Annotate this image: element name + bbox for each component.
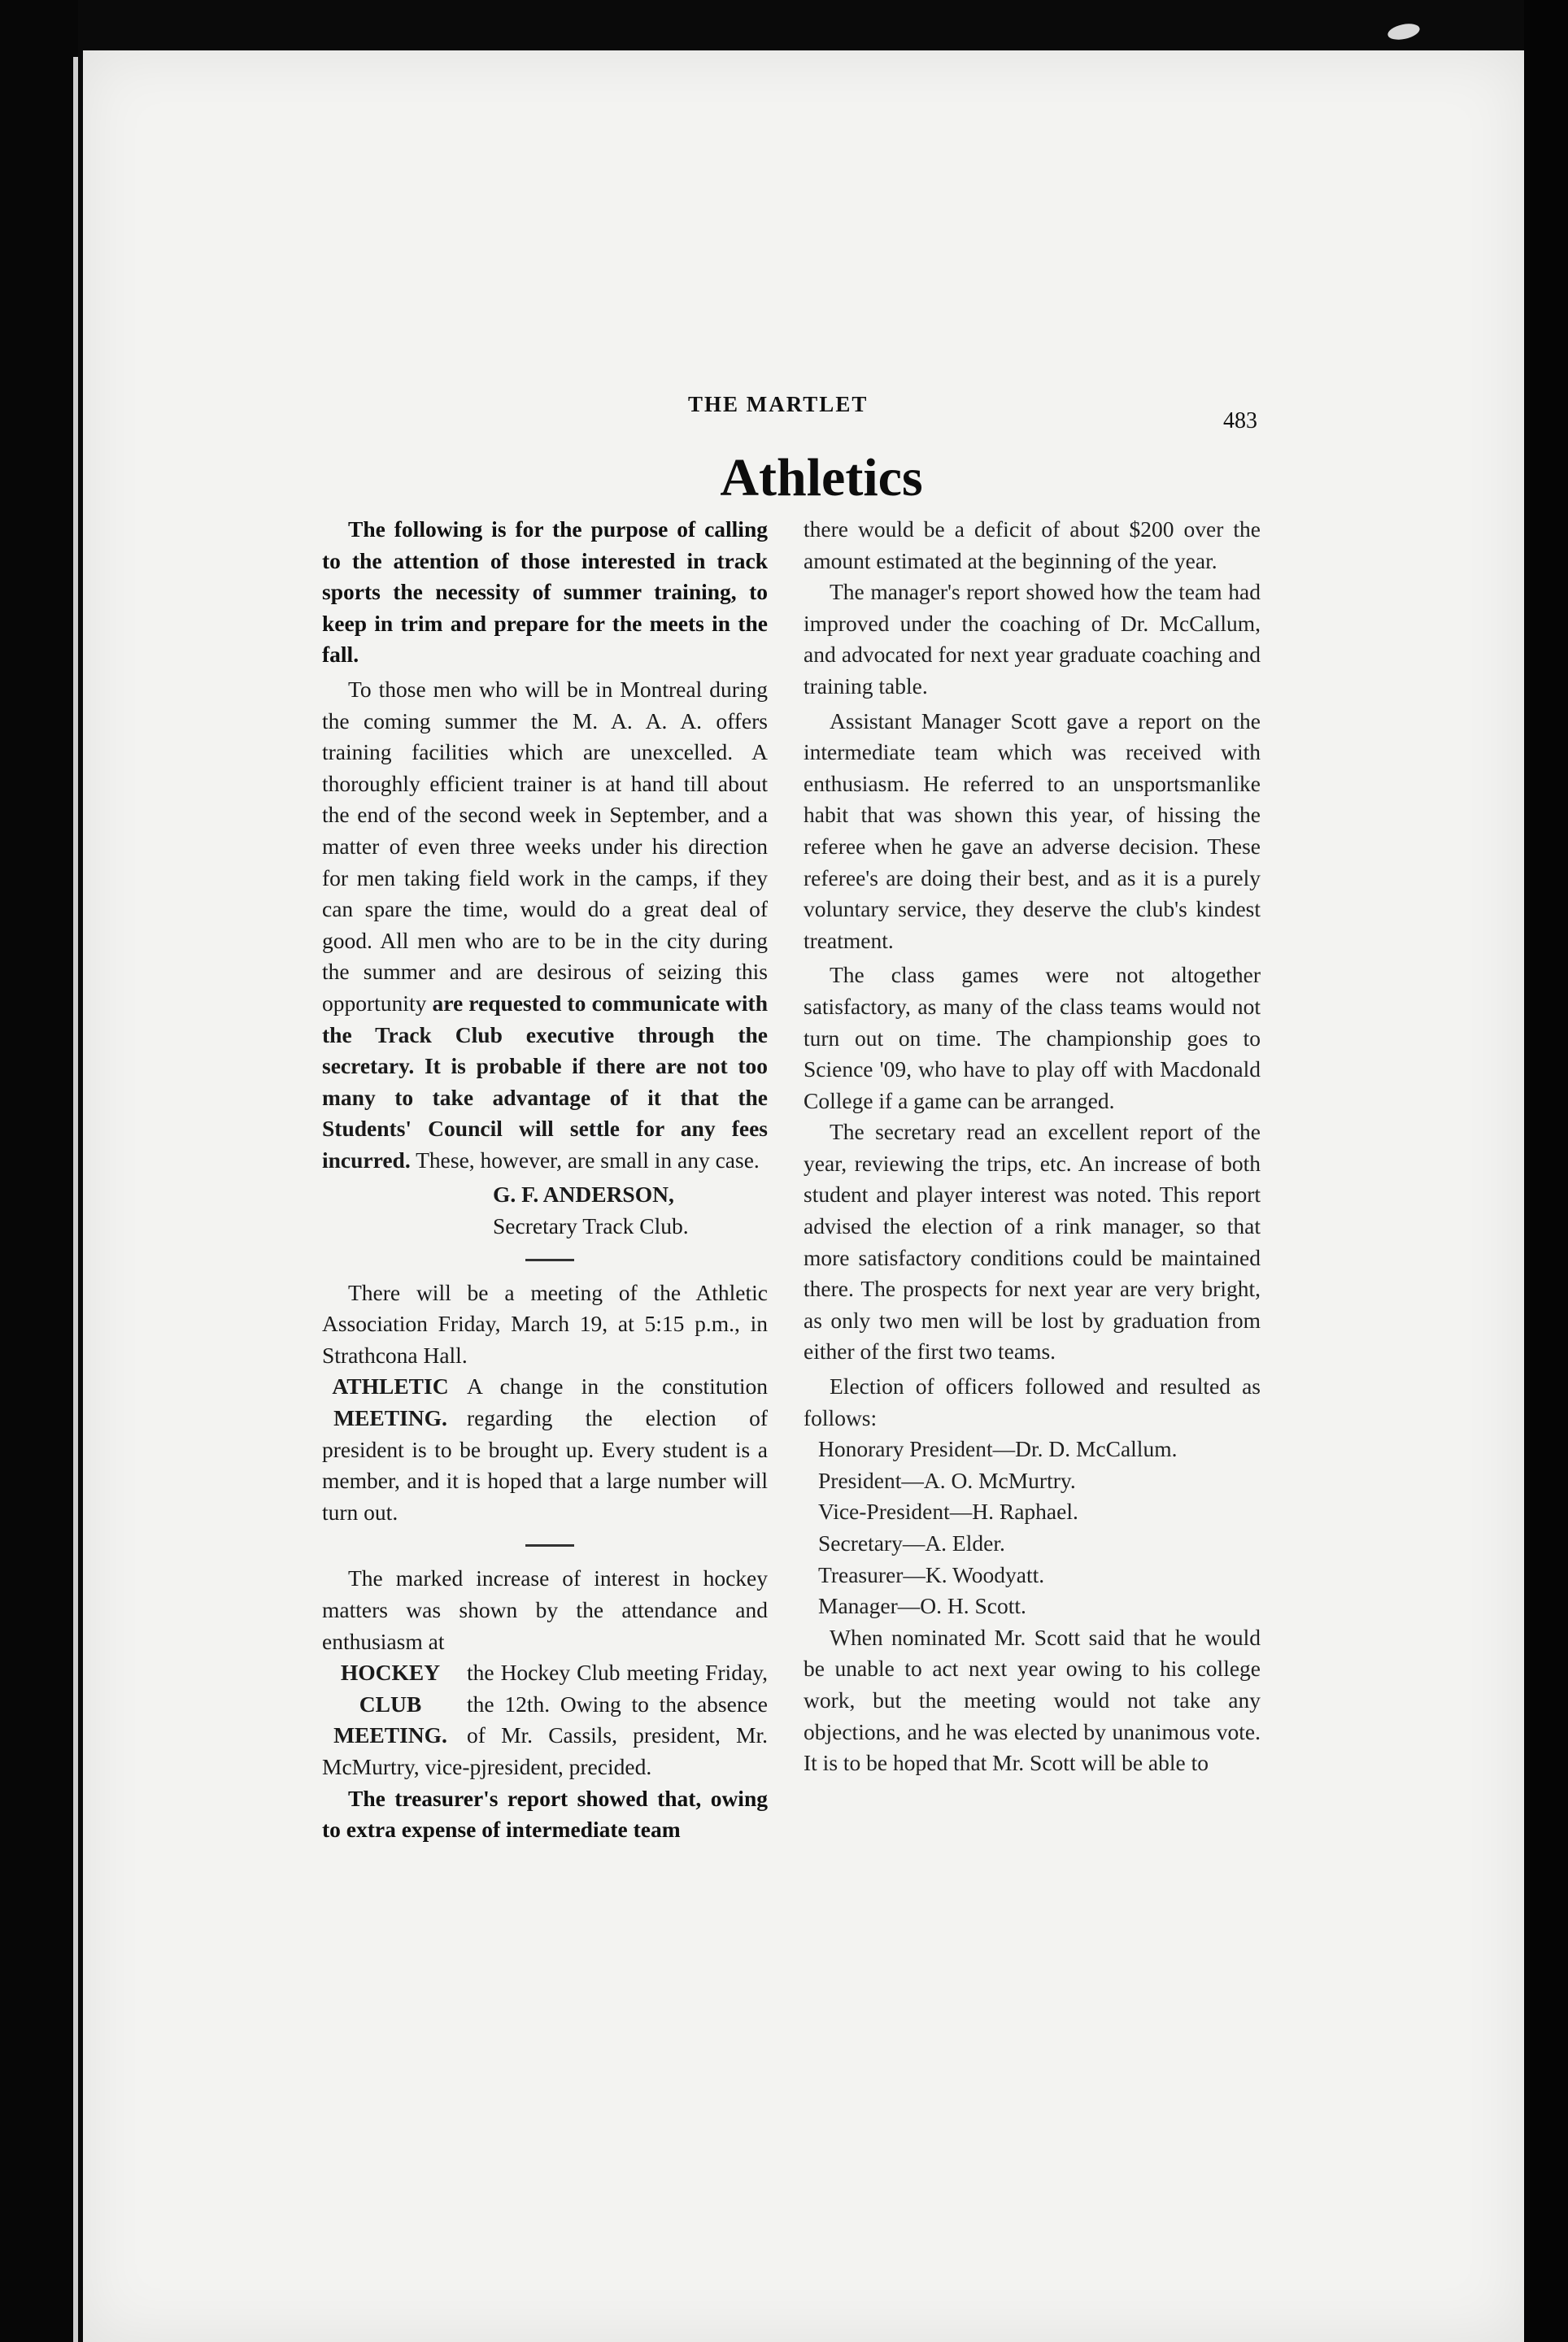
deficit-continuation: there would be a deficit of about $200 over the amount estimated at the beginning of the year. [804, 516, 1261, 573]
assistant-manager-paragraph: Assistant Manager Scott gave a report on the intermediate team which was received with enthusiasm. He referred to an unsportsmanlike habit that was shown this year, of hissing the referee when he gave an adverse decision. These referee's are doing their best, and as it is a purely voluntary service, they deserve the club's kindest treatment. [804, 707, 1261, 953]
officer-entry: Vice-President—H. Raphael. [818, 1499, 1078, 1525]
class-games-paragraph: The class games were not altogether satisfactory, as many of the class teams would not turn out on time. The championship goes to Science '09, who have to play off with Macdonald College if a game can be arranged. [804, 962, 1261, 1113]
signature-name: G. F. ANDERSON, [493, 1182, 674, 1208]
closing-paragraph: When nominated Mr. Scott said that he would be unable to act next year owing to his college work, but the meeting would not take any objections, and he was elected by unanimous vote. It is to be hoped that Mr. Scott will be able to [804, 1624, 1261, 1776]
signature-title: Secretary Track Club. [493, 1213, 689, 1239]
scan-mark [1387, 21, 1422, 42]
scan-left-margin [0, 0, 78, 2342]
divider-rule [525, 1259, 574, 1261]
left-column [322, 514, 768, 1846]
montreal-text-1: To those men who will be in Montreal during the coming summer the M. A. A. A. offers training facilities which are unexcelled. A thoroughly efficient trainer is at hand till about the end of the second week in September, and a matter of even three weeks under his direction for men taking field work in the camps, if they can spare the time, would do a great deal of good. All men who are to be in the city during the summer and are desirous of seizing this opportunity [322, 676, 768, 1016]
officer-entry: Secretary—A. Elder. [818, 1530, 1005, 1556]
montreal-text-2: These, however, are small in any case. [410, 1147, 760, 1173]
montreal-bold-text: are requested to communicate with the Track Club executive through the secretary. It is probable if there are not too many to take advantage of it that the Students' Council will settle for any fees incurred. [322, 990, 768, 1173]
officer-entry: Honorary President—Dr. D. McCallum. [818, 1436, 1178, 1462]
secretary-report-paragraph: The secretary read an excellent report of the year, reviewing the trips, etc. An increase of both student and player interest was noted. This report advised the election of a rink manager, so that more satisfactory conditions could be maintained there. The prospects for next year are very bright, as only two men will be lost by graduation from either of the first two teams. [804, 1119, 1261, 1365]
officer-entry: President—A. O. McMurtry. [818, 1467, 1076, 1493]
running-head: THE MARTLET [688, 392, 869, 416]
hockey-meeting-lead: The marked increase of interest in hockey matters was shown by the attendance and enthusiasm at [322, 1565, 768, 1654]
athletic-meeting-lead: There will be a meeting of the Athletic Association Friday, March 19, at 5:15 p.m., in Strathcona Hall. [322, 1279, 768, 1368]
election-intro-paragraph: Election of officers followed and resulted as follows: [804, 1373, 1261, 1430]
sidehead-line: HOCKEY [340, 1660, 441, 1686]
sidehead-line: MEETING. [333, 1722, 447, 1748]
officer-entry: Manager—O. H. Scott. [818, 1593, 1026, 1619]
officers-list [818, 1434, 1261, 1622]
hockey-meeting-sidehead [322, 1657, 459, 1752]
treasurer-paragraph: The treasurer's report showed that, owing to extra expense of intermediate team [322, 1785, 768, 1843]
binding-edge [73, 57, 78, 2342]
hockey-meeting-block [322, 1657, 768, 1783]
officer-entry: Treasurer—K. Woodyatt. [818, 1561, 1045, 1587]
section-title: Athletics [720, 448, 923, 507]
athletic-meeting-block [322, 1371, 768, 1528]
sidehead-line: ATHLETIC [332, 1373, 449, 1400]
athletic-meeting-body: A change in the constitution regarding the election of president is to be brought up. Every student is a member, and it is hoped that a large number will turn out. [322, 1373, 768, 1525]
right-column [804, 514, 1261, 1779]
divider-rule [525, 1544, 574, 1547]
intro-paragraph: The following is for the purpose of calling to the attention of those interested in track sports the necessity of summer training, to keep in trim and prepare for the meets in the fall. [322, 516, 768, 668]
page-number: 483 [1223, 408, 1257, 433]
scan-right-margin [1524, 0, 1568, 2342]
sidehead-line: MEETING. [333, 1405, 447, 1431]
athletic-meeting-sidehead [322, 1371, 459, 1434]
montreal-paragraph [322, 674, 768, 1177]
hockey-meeting-body: the Hockey Club meeting Friday, the 12th. Owing to the absence of Mr. Cassils, president, Mr. McMurtry, vice-pjresident, precided. [322, 1660, 768, 1779]
managers-report-paragraph: The manager's report showed how the team had improved under the coaching of Dr. McCallum, and advocated for next year graduate coaching and training table. [804, 579, 1261, 699]
sidehead-line: CLUB [359, 1691, 422, 1717]
